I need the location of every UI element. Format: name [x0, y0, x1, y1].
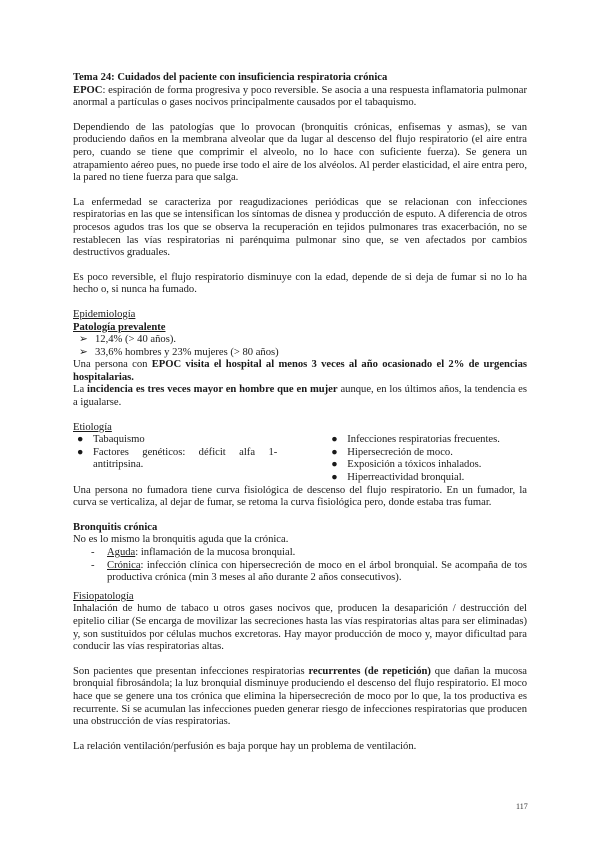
bullet-icon: ●: [77, 446, 84, 458]
document-page: [73, 72, 527, 753]
bullet-icon: ●: [331, 459, 338, 471]
pathophysiology-para1: Inhalación de humo de tabaco u otros gases nocivos que, producen la desaparición / destrucción del epitelio ciliar (Se encarga de movilizar las secreciones hasta las vías respiratorias altas para ser eliminadas) y, son sustituidos por células muchos excretoras. Hay mayor producción de moco y, mayor dificultad para conducir las vías respiratorias altas.: [73, 603, 527, 653]
list-item: ● Infecciones respiratorias frecuentes.: [331, 434, 500, 446]
etiology-heading: Etiología: [73, 421, 112, 433]
epoc-definition: [73, 85, 527, 110]
smoker-curve-text: Una persona no fumadora tiene curva fisiológica de descenso del flujo respiratorio. En un fumador, la curva se verticaliza, al dejar de fumar, se retoma la curva fisiológica pero, donde estaba tras fumar.: [73, 484, 527, 509]
list-item: ● Hipersecreción de moco.: [331, 446, 453, 458]
epoc-def-text: : espiración de forma progresiva y poco reversible. Se asocia a una respuesta inflamatoria pulmonar anormal a partículas o gases nocivos principalmente causados por el tabaquismo.: [73, 84, 527, 109]
list-item: ● Tabaquismo: [77, 434, 145, 446]
etiology-list-left: [73, 434, 277, 484]
page-number: 117: [516, 802, 528, 811]
prevalence-subheading: Patología prevalente: [73, 321, 166, 333]
etiology-list-right: [327, 434, 527, 484]
list-item: ● Factores genéticos: déficit alfa 1-antitripsina.: [77, 446, 278, 471]
epidemiology-heading: Epidemiología: [73, 308, 136, 320]
incidence-text: La incidencia es tres veces mayor en hombre que en mujer aunque, en los últimos años, la tendencia es a igualarse.: [73, 384, 527, 409]
bronchitis-heading: Bronquitis crónica: [73, 521, 158, 533]
bullet-icon: ●: [331, 434, 338, 446]
etiology-columns: [73, 434, 527, 484]
list-item: - Aguda: inflamación de la mucosa bronquial.: [91, 547, 296, 558]
pathophysiology-para3: La relación ventilación/perfusión es baja porque hay un problema de ventilación.: [73, 740, 417, 752]
dash-marker: -: [91, 559, 95, 571]
bullet-icon: ●: [331, 472, 338, 484]
pathophysiology-para2: Son pacientes que presentan infecciones respiratorias recurrentes (de repetición) que dañan la mucosa bronquial fibrosándola; la luz bronquial disminuye produciendo el descenso del flujo respiratorio. El moco hace que se genere una tos crónica que elimina la hipersecreción de moco por lo que, la tos productiva es recurrente. Si se acumulan las infecciones pueden generar riesgo de infecciones respiratorias que producen una obstrucción de vías respiratorias.: [73, 665, 527, 728]
paragraph-damage: Dependiendo de las patologías que lo provocan (bronquitis crónicas, enfisemas y asmas), se van produciendo daños en la membrana alveolar que da lugar al descenso del flujo respiratorio (el aire entra pero, cuando se tiene que comprimir el alveolo, no lo hace con suficiente fuerza). Se genera un atrapamiento aéreo pues, no puede irse todo el aire de los alvéolos. Al perder elasticidad, el aire entra pero, la pared no tiene fuerza para que salga.: [73, 121, 527, 184]
pathophysiology-heading: Fisiopatología: [73, 590, 134, 602]
hospital-visits-text: Una persona con EPOC visita el hospital al menos 3 veces al año ocasionado el 2% de urgencias hospitalarias.: [73, 359, 527, 383]
paragraph-reversibility: Es poco reversible, el flujo respiratorio disminuye con la edad, depende de si deja de fumar si no lo ha hecho o, si nunca ha fumado.: [73, 271, 527, 296]
bronchitis-intro: No es lo mismo la bronquitis aguda que la crónica.: [73, 534, 289, 546]
arrow-icon: ➢: [79, 346, 88, 358]
list-item: ➢ 33,6% hombres y 23% mujeres (> 80 años): [79, 346, 279, 358]
paragraph-exacerbations: La enfermedad se caracteriza por reagudizaciones periódicas que se relacionan con infecciones respiratorias en las que se intensifican los síntomas de disnea y producción de esputo. A diferencia de otros procesos agudos tras los que se observa la recuperación en tejidos pulmonares tras exacerbación, no se restablecen las vías respiratorias ni parénquima pulmonar sino que, se ven afectados por cambios destructivos graduales.: [73, 196, 527, 259]
list-item: - Crónica: infección clínica con hipersecreción de moco en el árbol bronquial. Se acompaña de tos productiva crónica (min 3 meses al año durante 2 años consecutivos).: [91, 559, 527, 584]
list-item: ➢ 12,4% (> 40 años).: [79, 334, 176, 346]
prevalence-list: [73, 334, 527, 359]
bronchitis-types-list: [73, 547, 527, 585]
bullet-icon: ●: [331, 446, 338, 458]
doc-title: Tema 24: Cuidados del paciente con insuficiencia respiratoria crónica: [73, 72, 388, 83]
arrow-icon: ➢: [79, 334, 88, 346]
dash-marker: -: [91, 547, 95, 558]
epoc-term: EPOC: [73, 84, 103, 96]
list-item: ● Exposición a tóxicos inhalados.: [331, 459, 482, 471]
list-item: ● Hiperreactividad bronquial.: [331, 472, 465, 484]
bullet-icon: ●: [77, 434, 84, 446]
